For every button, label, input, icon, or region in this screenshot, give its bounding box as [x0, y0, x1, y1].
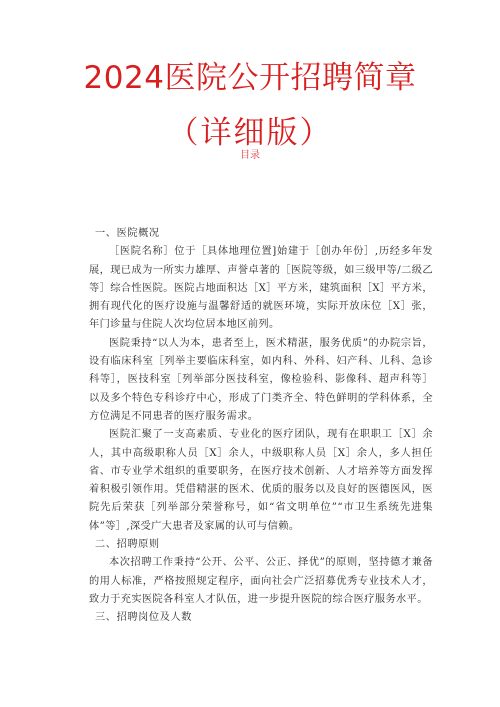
paragraph-overview-3: 医院汇聚了一支高素质、专业化的医疗团队，现有在职职工［X］余人，其中高级职称人员［X］余人，中级职称人员［X］余人，多人担任省、市专业学术组织的重要职务，在医疗技术创新、人才培养等方面发挥着积极引领作用。凭借精湛的医术、优质的服务以及良好的医德医风，医院先后荣获［列举部分荣誉称号，如“省文明单位”“市卫生系统先进集体”等］,深受广大患者及家属的认可与信赖。 [89, 429, 433, 532]
section-heading-positions: 三、招聘岗位及人数 [95, 612, 193, 624]
toc-label: 目录 [240, 150, 260, 161]
document-body [89, 225, 433, 628]
document-title: 2024医院公开招聘简章 [83, 60, 417, 96]
section-heading-overview: 一、医院概况 [95, 228, 160, 239]
paragraph-principles-1: 本次招聘工作秉持“公开、公平、公正、择优”的原则，坚持德才兼备的用人标准，严格按照规定程序，面向社会广泛招募优秀专业技术人才，致力于充实医院各科室人才队伍，进一步提升医院的综合医疗服务水平。 [89, 557, 433, 605]
document-subtitle: （详细版） [167, 115, 333, 151]
paragraph-overview-1: ［医院名称］位于［具体地理位置]始建于［创办年份］,历经多年发展，现已成为一所实力雄厚、声誉卓著的［医院等级，如三级甲等/二级乙等］综合性医院。医院占地面积达［X］平方米，建筑面积［X］平方米，拥有现代化的医疗设施与温馨舒适的就医环境，实际开放床位［X］张，年门诊量与住院人次均位居本地区前列。 [89, 246, 433, 331]
paragraph-overview-2: 医院秉持“以人为本，患者至上，医术精湛，服务优质”的办院宗旨，设有临床科室［列举主要临床科室，如内科、外科、妇产科、儿科、急诊科等］，医技科室［列举部分医技科室，像检验科、影像科、超声科等］以及多个特色专科诊疗中心，形成了门类齐全、特色鲜明的学科体系，全方位满足不同患者的医疗服务需求。 [89, 337, 433, 422]
section-heading-principles: 二、招聘原则 [95, 539, 160, 551]
